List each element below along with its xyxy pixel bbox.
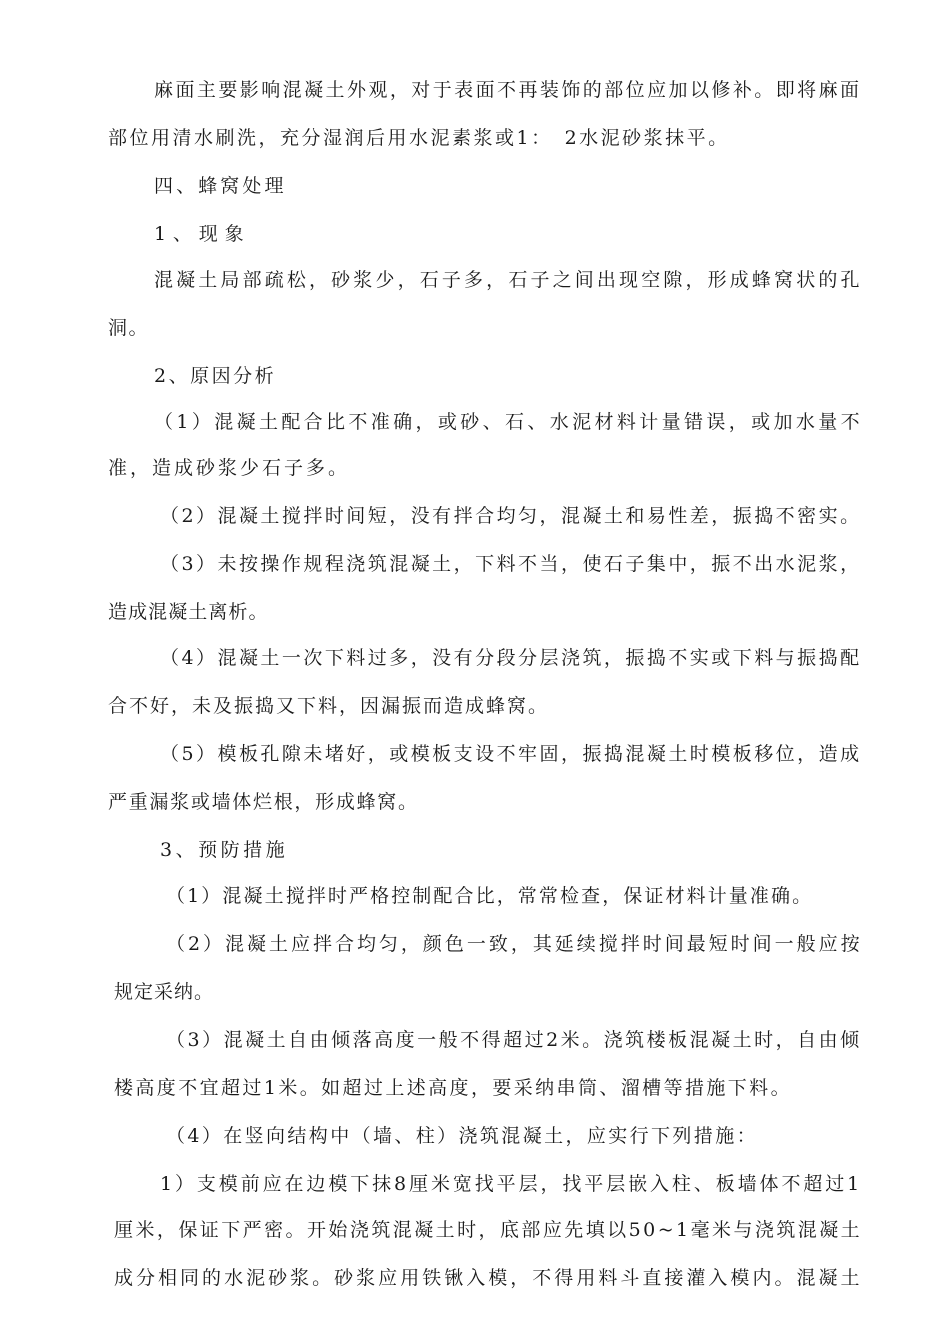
- text-line: 合不好，未及振捣又下料，因漏振而造成蜂窝。: [108, 695, 550, 717]
- section-heading: 四、蜂窝处理: [154, 175, 287, 197]
- text-line: 规定采纳。: [114, 981, 215, 1003]
- text-line: （5）模板孔隙未堵好，或模板支设不牢固，振捣混凝土时模板移位，造成: [160, 743, 862, 765]
- text-line: （1）混凝土搅拌时严格控制配合比，常常检查，保证材料计量准确。: [166, 885, 814, 907]
- text-line: 厘米，保证下严密。开始浇筑混凝土时，底部应先填以50~1毫米与浇筑混凝土: [114, 1219, 863, 1241]
- text-line: 严重漏浆或墙体烂根，形成蜂窝。: [108, 791, 419, 813]
- text-line: 洞。: [108, 317, 150, 339]
- text-line: 楼高度不宜超过1米。如超过上述高度，要采纳串筒、溜槽等措施下料。: [114, 1077, 792, 1099]
- text-line: 1）支模前应在边模下抹8厘米宽找平层，找平层嵌入柱、板墙体不超过1: [160, 1173, 863, 1195]
- sub-heading: 1、现象: [154, 223, 251, 245]
- text-line: 部位用清水刷洗，充分湿润后用水泥素浆或1： 2水泥砂浆抹平。: [108, 127, 730, 149]
- text-line: 成分相同的水泥砂浆。砂浆应用铁锹入模，不得用料斗直接灌入模内。混凝土: [114, 1267, 863, 1289]
- sub-heading: 2、原因分析: [154, 365, 277, 387]
- sub-heading: 3、预防措施: [160, 839, 289, 861]
- text-line: （4）混凝土一次下料过多，没有分段分层浇筑，振捣不实或下料与振捣配: [160, 647, 862, 669]
- text-line: 准，造成砂浆少石子多。: [108, 457, 351, 479]
- text-line: （1）混凝土配合比不准确，或砂、石、水泥材料计量错误，或加水量不: [154, 411, 863, 433]
- text-line: 造成混凝土离析。: [108, 601, 269, 623]
- text-line: （3）未按操作规程浇筑混凝土，下料不当，使石子集中，振不出水泥浆，: [160, 553, 862, 575]
- text-line: 麻面主要影响混凝土外观，对于表面不再装饰的部位应加以修补。即将麻面: [154, 79, 862, 101]
- text-line: （3）混凝土自由倾落高度一般不得超过2米。浇筑楼板混凝土时，自由倾: [166, 1029, 862, 1051]
- text-line: （2）混凝土应拌合均匀，颜色一致，其延续搅拌时间最短时间一般应按: [166, 933, 863, 955]
- text-line: 混凝土局部疏松，砂浆少，石子多，石子之间出现空隙，形成蜂窝状的孔: [154, 269, 863, 291]
- text-line: （2）混凝土搅拌时间短，没有拌合均匀，混凝土和易性差，振捣不密实。: [160, 505, 862, 527]
- text-line: （4）在竖向结构中（墙、柱）浇筑混凝土，应实行下列措施：: [166, 1125, 758, 1147]
